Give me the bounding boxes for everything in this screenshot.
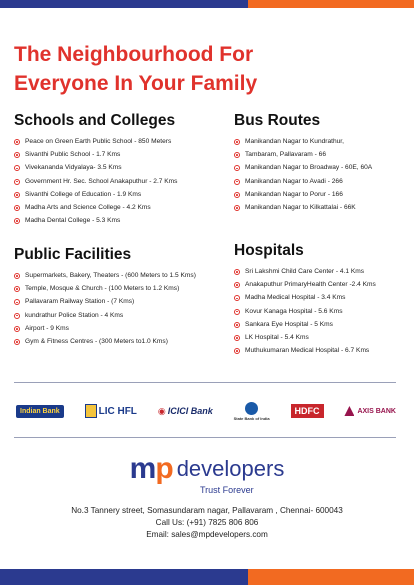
list-item: Sankara Eye Hospital - 5 Kms <box>234 321 414 329</box>
list-item: Kovur Kanaga Hospital - 5.6 Kms <box>234 308 414 316</box>
list-item: Manikandan Nagar to Broadway - 60E, 60A <box>234 164 414 172</box>
list-item: Madha Arts and Science College - 4.2 Kms <box>14 204 224 212</box>
indian-bank-logo: Indian Bank <box>16 405 64 418</box>
contact-block <box>0 505 414 541</box>
bullet-icon <box>234 348 240 354</box>
brand-logo <box>0 452 414 486</box>
list-item: Manikandan Nagar to Kilkattalai - 66K <box>234 204 414 212</box>
lic-hfl-logo: LIC HFL <box>85 404 137 418</box>
bullet-icon <box>234 192 240 198</box>
list-item: Pallavaram Railway Station - (7 Kms) <box>14 298 224 306</box>
bullet-icon <box>14 326 20 332</box>
sbi-logo: State Bank of India <box>234 402 270 421</box>
list-item: LK Hospital - 5.4 Kms <box>234 334 414 342</box>
section-title: Hospitals <box>234 242 304 259</box>
list-item: Sivanthi College of Education - 1.9 Kms <box>14 191 224 199</box>
bullet-icon <box>14 152 20 158</box>
list-item: Manikandan Nagar to Kundrathur, <box>234 138 414 146</box>
list-item: Madha Medical Hospital - 3.4 Kms <box>234 294 414 302</box>
bullet-icon <box>14 139 20 145</box>
list-item: Temple, Mosque & Church - (100 Meters to 1.2 Kms) <box>14 285 224 293</box>
list-item: Tambaram, Pallavaram - 66 <box>234 151 414 159</box>
bank-partners-row <box>16 394 396 428</box>
section-title: Schools and Colleges <box>14 112 176 129</box>
list-item: Sivanthi Public School - 1.7 Kms <box>14 151 224 159</box>
bus-routes-section <box>234 112 414 217</box>
bullet-icon <box>234 309 240 315</box>
bullet-icon <box>234 139 240 145</box>
bullet-icon <box>234 205 240 211</box>
hdfc-logo: HDFC <box>291 404 324 418</box>
bullet-icon <box>234 322 240 328</box>
bullet-icon <box>14 313 20 319</box>
lic-emblem-icon <box>85 404 97 418</box>
bullet-icon <box>14 339 20 345</box>
email: Email: sales@mpdevelopers.com <box>146 530 268 539</box>
bullet-icon <box>14 205 20 211</box>
list-item: Airport - 9 Kms <box>14 325 224 333</box>
list-item: Muthukumaran Medical Hospital - 6.7 Kms <box>234 347 414 355</box>
bullet-icon <box>234 152 240 158</box>
bottom-color-bar <box>0 569 414 585</box>
sbi-emblem-icon <box>245 402 258 415</box>
list-item: Anakaputhur PrimaryHealth Center -2.4 Kms <box>234 281 414 289</box>
bullet-icon <box>14 165 20 171</box>
bullet-icon <box>234 295 240 301</box>
icici-bank-logo: ◉ ICICI Bank <box>157 405 213 416</box>
hospitals-section <box>234 242 414 360</box>
list-item: Madha Dental College - 5.3 Kms <box>14 217 224 225</box>
top-color-bar <box>0 0 414 8</box>
list-item: Supermarkets, Bakery, Theaters - (600 Meters to 1.5 Kms) <box>14 272 224 280</box>
bullet-icon <box>234 282 240 288</box>
list-item: Peace on Green Earth Public School - 850 Meters <box>14 138 224 146</box>
bullet-icon <box>14 192 20 198</box>
section-title: Bus Routes <box>234 112 321 129</box>
list-item: kundrathur Police Station - 4 Kms <box>14 312 224 320</box>
phone: Call Us: (+91) 7825 806 806 <box>155 518 259 527</box>
section-title: Public Facilities <box>14 246 132 263</box>
icici-emblem-icon: ◉ <box>157 405 166 416</box>
list-item: Manikandan Nagar to Porur - 166 <box>234 191 414 199</box>
axis-emblem-icon <box>344 406 354 416</box>
list-item: Manikandan Nagar to Avadi - 266 <box>234 178 414 186</box>
bullet-icon <box>234 335 240 341</box>
bullet-icon <box>14 179 20 185</box>
bullet-icon <box>234 179 240 185</box>
list-item: Gym & Fitness Centres - (300 Meters to1.0 Kms) <box>14 338 224 346</box>
list-item: Vivekananda Vidyalaya- 3.5 Kms <box>14 164 224 172</box>
address: No.3 Tannery street, Somasundaram nagar, Pallavaram , Chennai- 600043 <box>71 506 343 515</box>
divider <box>14 437 396 438</box>
divider <box>14 382 396 383</box>
brand-name: developers <box>176 456 285 481</box>
headline: The Neighbourhood For Everyone In Your Family <box>14 43 258 95</box>
bullet-icon <box>14 273 20 279</box>
bullet-icon <box>14 286 20 292</box>
list-item: Sri Lakshmi Child Care Center - 4.1 Kms <box>234 268 414 276</box>
bullet-icon <box>14 218 20 224</box>
list-item: Government Hr. Sec. School Anakaputhur - 2.7 Kms <box>14 178 224 186</box>
bullet-icon <box>234 165 240 171</box>
bullet-icon <box>234 269 240 275</box>
public-facilities-section <box>14 246 224 351</box>
schools-section <box>14 112 224 230</box>
mp-logo-mark: mp <box>129 452 173 485</box>
axis-bank-logo: AXIS BANK <box>344 406 396 416</box>
brand-tagline: Trust Forever <box>200 485 254 495</box>
bullet-icon <box>14 299 20 305</box>
